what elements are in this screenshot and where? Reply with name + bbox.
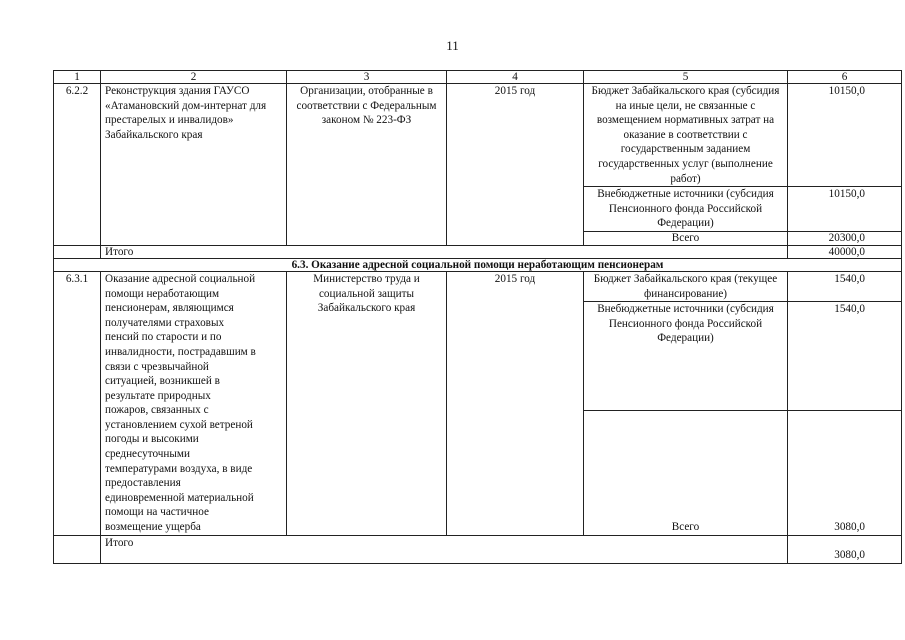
name-line: помощи на частичное (105, 506, 209, 519)
header-cell: 1 (54, 71, 101, 84)
year: 2015 год (447, 271, 584, 535)
amount: 10150,0 (788, 187, 902, 232)
section-heading: 6.3. Оказание адресной социальной помощи неработающим пенсионерам (54, 258, 902, 271)
measure-name: Реконструкция здания ГАУСО «Атамановский дом-интернат для престарелых и инвалидов» Забайкальского края (101, 84, 287, 246)
row-number: 6.3.1 (54, 271, 101, 535)
name-line: инвалидности, пострадавшим в (105, 345, 256, 358)
funding-source: Внебюджетные источники (субсидия Пенсионного фонда Российской Федерации) (584, 187, 788, 232)
name-line: предоставления (105, 477, 181, 490)
header-cell: 3 (287, 71, 447, 84)
header-cell: 6 (788, 71, 902, 84)
itogo-amount: 40000,0 (788, 245, 902, 258)
header-row (54, 71, 902, 84)
itogo-row (54, 535, 902, 563)
section-heading-row (54, 258, 902, 271)
row-number: 6.2.2 (54, 84, 101, 246)
name-line: среднесуточными (105, 448, 190, 461)
total-label: Всего (584, 411, 788, 536)
program-table (53, 70, 902, 564)
itogo-label: Итого (101, 535, 788, 563)
header-cell: 4 (447, 71, 584, 84)
executor: Министерство труда и социальной защиты Забайкальского края (287, 271, 447, 535)
name-line: возмещение ущерба (105, 521, 201, 534)
table-row (54, 84, 902, 187)
name-line: пенсионерам, являющимся (105, 302, 234, 315)
funding-source: Бюджет Забайкальского края (текущее финансирование) (584, 271, 788, 301)
page-number: 11 (446, 38, 459, 53)
amount: 1540,0 (788, 302, 902, 411)
name-line: связи с чрезвычайной (105, 360, 209, 373)
total-label: Всего (584, 231, 788, 245)
table-row (54, 271, 902, 301)
name-line: погоды и высокими (105, 433, 199, 446)
name-line: температурами воздуха, в виде (105, 462, 253, 475)
year: 2015 год (447, 84, 584, 246)
executor: Организации, отобранные в соответствии с Федеральным законом № 223-ФЗ (287, 84, 447, 246)
total-amount: 3080,0 (788, 411, 902, 536)
itogo-amount: 3080,0 (788, 535, 902, 563)
name-line: помощи неработающим (105, 287, 220, 300)
name-line: Оказание адресной социальной (105, 272, 256, 285)
itogo-label: Итого (101, 245, 788, 258)
name-line: пожаров, связанных с (105, 404, 209, 417)
name-line: установлением сухой ветреной (105, 418, 253, 431)
name-line: единовременной материальной (105, 491, 254, 504)
itogo-row (54, 245, 902, 258)
name-line: пенсий по старости и по (105, 331, 222, 344)
total-amount: 20300,0 (788, 231, 902, 245)
header-cell: 2 (101, 71, 287, 84)
name-line: ситуацией, возникшей в (105, 375, 220, 388)
measure-name (101, 271, 287, 535)
funding-source: Внебюджетные источники (субсидия Пенсионного фонда Российской Федерации) (584, 302, 788, 411)
funding-source: Бюджет Забайкальского края (субсидия на иные цели, не связанные с возмещением нормативных затрат на оказание в соответствии с государственным заданием государственных услуг (выполнение работ) (584, 84, 788, 187)
name-line: результате природных (105, 389, 211, 402)
header-cell: 5 (584, 71, 788, 84)
amount: 1540,0 (788, 271, 902, 301)
amount: 10150,0 (788, 84, 902, 187)
name-line: получателями страховых (105, 316, 225, 329)
